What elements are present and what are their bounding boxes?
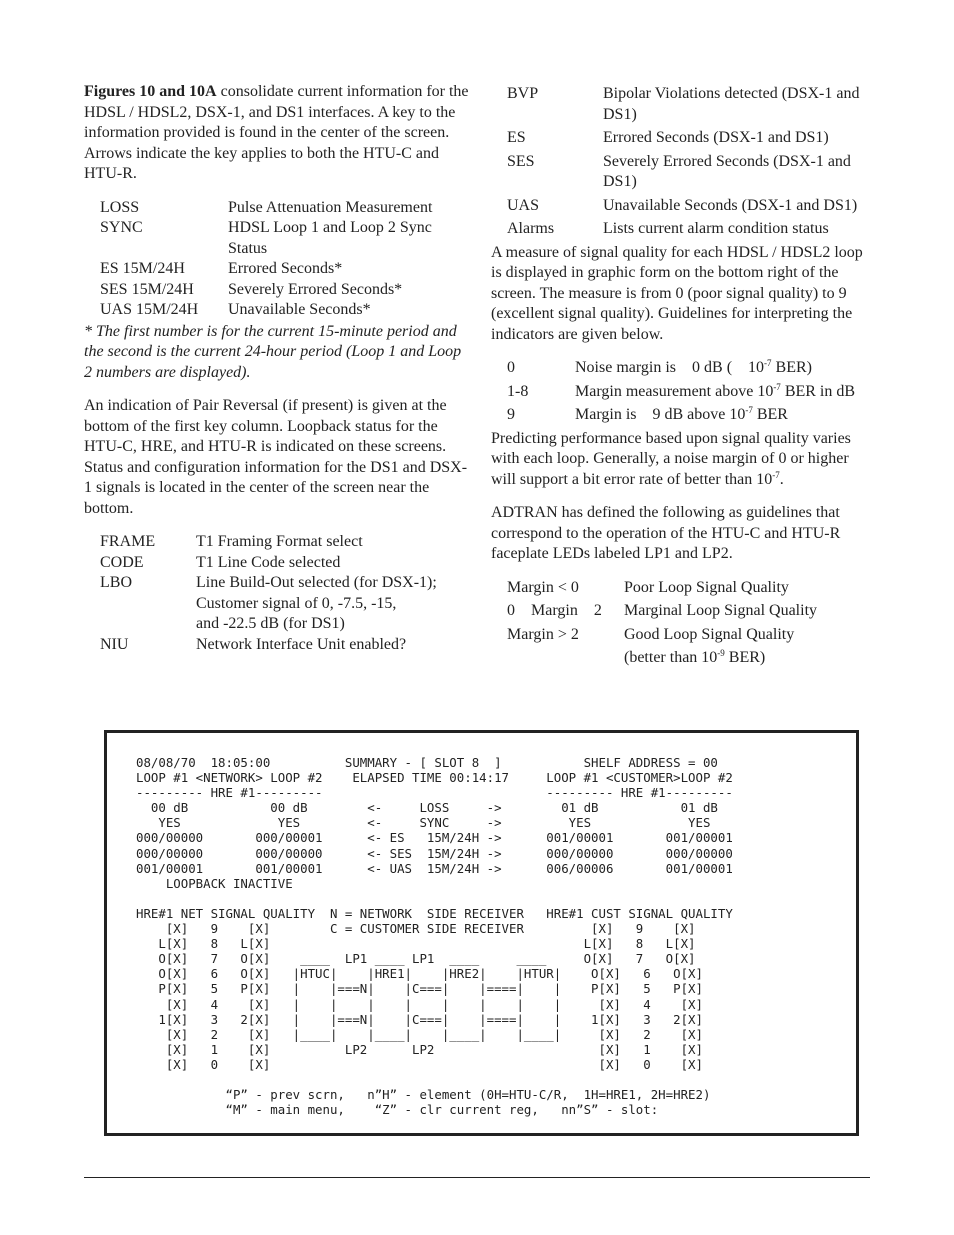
key-term: 0 Margin 2	[507, 602, 602, 619]
key-definition: Unavailable Seconds*	[228, 301, 371, 318]
key-row	[507, 358, 855, 382]
key-table-counters	[100, 198, 469, 321]
left-column	[84, 82, 469, 655]
key-definition: (better than $10^{-9}$ BER)	[624, 648, 766, 666]
key-term: LOSS	[100, 198, 140, 216]
key-term: SES	[507, 152, 535, 170]
key-table-config	[100, 532, 469, 655]
key-definition: Bipolar Violations detected (DSX-1 and DS1)	[603, 85, 860, 123]
key-definition: Marginal Loop Signal Quality	[624, 602, 818, 619]
footer-rule	[84, 1177, 870, 1178]
key-definition: and -22.5 dB (for DS1)	[196, 615, 345, 632]
key-term: Margin < 0	[507, 578, 579, 596]
key-row	[507, 382, 855, 406]
key-definition: Lists current alarm condition status	[603, 220, 829, 237]
key-row	[100, 300, 469, 321]
key-term: SYNC	[100, 219, 143, 236]
key-definition: Network Interface Unit enabled?	[196, 635, 407, 653]
key-row	[100, 573, 469, 614]
key-term: Alarms	[507, 220, 555, 237]
pair-reversal-paragraph: An indication of Pair Reversal (if present) is given at the bottom of the first key column. Loopback status for the HTU-C, HRE, and HTU-R is indicated on these screens. Status and configuration information for the DS1 and DSX-1 signals is located in the center of the screen near the bottom.	[84, 397, 468, 517]
key-row	[507, 648, 817, 672]
key-definition: Margin is 9 dB above $10^{-7}$ BER	[575, 405, 788, 423]
key-definition: Noise margin is 0 dB ( $10^{-7}$ BER)	[575, 358, 812, 376]
key-row	[100, 280, 469, 301]
key-term: FRAME	[100, 533, 156, 550]
guidelines-paragraph: ADTRAN has defined the following as guidelines that correspond to the operation of the HTU-C and HTU-R faceplate LEDs labeled LP1 and LP2.	[491, 504, 841, 562]
key-definition: Errored Seconds (DSX-1 and DS1)	[603, 129, 829, 146]
key-term: SES 15M/24H	[100, 280, 194, 298]
key-row	[507, 578, 817, 602]
key-term: LBO	[100, 574, 132, 591]
key-definition: Unavailable Seconds (DSX-1 and DS1)	[603, 196, 858, 214]
key-row	[507, 219, 876, 243]
key-term: 9	[507, 406, 515, 423]
key-definition: Severely Errored Seconds (DSX-1 and DS1)	[603, 152, 851, 190]
terminal-screen	[104, 730, 859, 1136]
key-term: ES 15M/24H	[100, 260, 185, 277]
key-row	[507, 128, 876, 152]
key-row	[100, 614, 469, 635]
key-definition: Pulse Attenuation Measurement	[228, 198, 433, 216]
quality-table	[507, 358, 855, 429]
intro-paragraph	[84, 82, 469, 185]
key-row	[100, 553, 469, 574]
key-term: 1-8	[507, 382, 529, 400]
key-table-errors	[507, 84, 876, 243]
key-term	[100, 614, 196, 635]
intro-text: consolidate current information for the HDSL / HDSL2, DSX-1, and DS1 interfaces. A key to the information provided is found in the center of the screen. Arrows indicate the key applies to both the HTU-C and HTU-R.	[84, 83, 469, 182]
key-term: ES	[507, 129, 526, 146]
key-row	[100, 198, 469, 219]
key-definition: Margin measurement above $10^{-7}$ BER in dB	[575, 381, 856, 400]
intro-bold: Figures 10 and 10A	[84, 83, 217, 100]
terminal-text: 08/08/70 18:05:00 SUMMARY - [ SLOT 8 ] SHELF ADDRESS = 00 LOOP #1 <NETWORK> LOOP #2 ELAPSED TIME 00:14:17 LOOP #1 <CUSTOMER>LOOP #2 --------- HRE #1--------- --------- HRE #1--------- 00 dB 00 dB <- LOSS -> 01 dB 01 dB YES YES <- SYNC -> YES YES 000/00000 000/00001 <- ES 15M/24H -> 001/00001 001/00001 000/00000 000/00000 <- SES 15M/24H -> 000/00000 000/00000 001/00001 001/00001 <- UAS 15M/24H -> 006/00006 001/00001 LOOPBACK INACTIVE HRE#1 NET SIGNAL QUALITY N = NETWORK SIDE RECEIVER HRE#1 CUST SIGNAL QUALITY [X] 9 [X] C = CUSTOMER SIDE RECEIVER [X] 9 [X] L[X] 8 L[X] L[X] 8 L[X] O[X] 7 O[X] ____ LP1 ____ LP1 ____ ____ O[X] 7 O[X] O[X] 6 O[X] |HTUC| |HRE1| |HRE2| |HTUR| O[X] 6 O[X] P[X] 5 P[X] | |===N| |C===| |====| | P[X] 5 P[X] [X] 4 [X] | | | | | | | | [X] 4 [X] 1[X] 3 2[X] | |===N| |C===| |====| | 1[X] 3 2[X] [X] 2 [X] |____| |____| |____| |____| [X] 2 [X] [X] 1 [X] LP2 LP2 [X] 1 [X] [X] 0 [X] [X] 0 [X] “P” - prev scrn, n”H” - element (0H=HTU-C/R, 1H=HRE1, 2H=HRE2) “M” - main menu, “Z” - clr current reg, nn”S” - slot:	[136, 755, 733, 1118]
key-term	[507, 648, 624, 672]
key-term: 0	[507, 359, 515, 376]
key-row	[100, 635, 469, 656]
key-row	[507, 601, 817, 625]
key-term: BVP	[507, 85, 539, 102]
signal-quality-paragraph: A measure of signal quality for each HDSL / HDSL2 loop is displayed in graphic form on the bottom right of the screen. The measure is from 0 (poor signal quality) to 9 (excellent signal quality). Guidelines for interpreting the indicators are given below.	[491, 243, 863, 343]
key-term: UAS	[507, 196, 540, 214]
key-term: UAS 15M/24H	[100, 301, 199, 318]
margin-table	[507, 578, 817, 672]
key-definition: HDSL Loop 1 and Loop 2 Sync Status	[228, 219, 432, 257]
key-definition: Line Build-Out selected (for DSX-1); Customer signal of 0, -7.5, -15,	[196, 574, 437, 612]
key-definition: T1 Framing Format select	[196, 533, 363, 550]
key-row	[100, 532, 469, 553]
right-column	[491, 82, 876, 672]
footnote: * The first number is for the current 15-minute period and the second is the current 24-hour period (Loop 1 and Loop 2 numbers are displayed).	[84, 322, 462, 381]
key-row	[507, 196, 876, 220]
prediction-paragraph: Predicting performance based upon signal quality varies with each loop. Generally, a noise margin of 0 or higher will support a bit error rate of better than $10^{-7}$.	[491, 429, 851, 488]
key-row	[507, 152, 876, 196]
key-row	[507, 84, 876, 128]
key-row	[100, 259, 469, 280]
key-term: NIU	[100, 635, 129, 653]
key-definition: Good Loop Signal Quality	[624, 625, 795, 643]
key-definition: Severely Errored Seconds*	[228, 280, 403, 298]
key-term: Margin > 2	[507, 625, 579, 643]
key-row	[100, 218, 469, 259]
key-definition: Poor Loop Signal Quality	[624, 578, 789, 596]
key-term: CODE	[100, 553, 144, 571]
key-row	[507, 625, 817, 649]
key-row	[507, 405, 855, 429]
key-definition: T1 Line Code selected	[196, 553, 341, 571]
key-definition: Errored Seconds*	[228, 260, 343, 277]
